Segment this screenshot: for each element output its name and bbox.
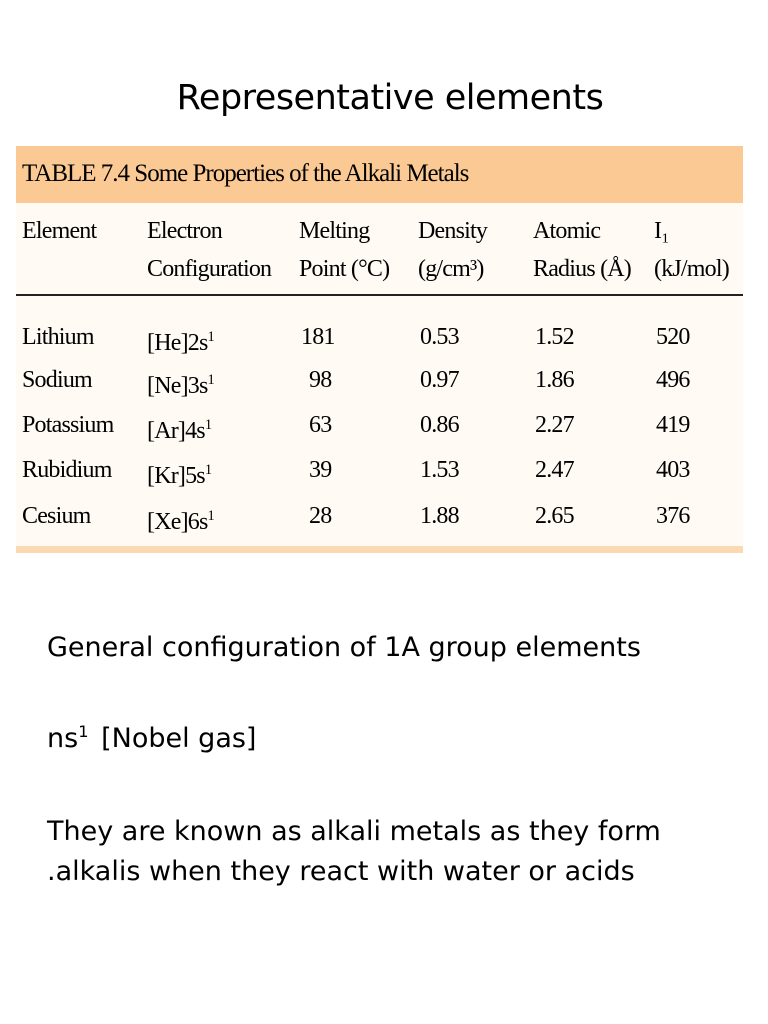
cell-i1: 376 [656,503,690,529]
col-head-radius-line2: Radius (Å) [533,256,631,282]
cell-i1: 419 [656,412,690,438]
col-head-radius-line1: Atomic [533,218,601,244]
properties-table-figure [16,146,743,553]
cell-element: Rubidium [22,457,112,483]
cell-config-text: [He]2s [147,330,208,356]
formula-ns: ns [47,723,79,754]
cell-config-sup: 1 [207,329,214,345]
cell-element: Lithium [22,324,94,350]
col-head-melting [299,212,389,288]
cell-config-text: [Kr]5s [147,463,205,489]
col-head-i1-line2: (kJ/mol) [654,256,729,282]
cell-element: Cesium [22,503,91,529]
table-caption: TABLE 7.4 Some Properties of the Alkali Metals [16,146,743,203]
cell-density: 0.86 [420,412,459,438]
cell-radius: 1.52 [535,324,574,350]
cell-i1: 403 [656,457,690,483]
cell-radius: 2.47 [535,457,574,483]
cell-radius: 2.65 [535,503,574,529]
cell-element: Potassium [22,412,114,438]
cell-radius: 2.27 [535,412,574,438]
col-head-density-line1: Density [418,218,488,244]
col-head-config-line1: Electron [147,218,222,244]
col-head-i1-line1: I₁ [654,218,669,244]
cell-config [147,365,214,401]
col-head-density-line2: (g/cm³) [418,256,484,282]
cell-config [147,501,214,537]
cell-density: 1.53 [420,457,459,483]
cell-melting: 98 [309,367,332,393]
general-formula [47,722,256,754]
col-head-density [418,212,487,288]
alkali-note-line2: .alkalis when they react with water or acids [47,856,635,887]
cell-density: 0.53 [420,324,459,350]
table-bottom-band [16,546,743,553]
cell-element: Sodium [22,367,92,393]
cell-i1: 496 [656,367,690,393]
cell-melting: 28 [309,503,332,529]
col-head-melting-line2: Point (°C) [299,256,390,282]
col-head-i1 [654,212,729,288]
cell-config-sup: 1 [204,462,212,478]
cell-config-sup: 1 [207,372,214,388]
cell-melting: 63 [309,412,332,438]
general-config-heading: General configuration of 1A group elements [47,632,641,663]
cell-i1: 520 [656,324,690,350]
col-head-melting-line1: Melting [299,218,370,244]
col-head-element [22,212,96,250]
cell-radius: 1.86 [535,367,574,393]
formula-noble-gas: [Nobel gas] [101,723,257,754]
col-head-config [147,212,271,288]
cell-config-text: [Xe]6s [147,509,208,535]
cell-melting: 181 [301,324,335,350]
cell-density: 1.88 [420,503,459,529]
cell-config [147,322,214,358]
slide-title: Representative elements [176,78,604,118]
formula-superscript: 1 [78,722,89,741]
cell-config-text: [Ar]4s [147,418,205,444]
header-rule [16,294,743,296]
cell-config [147,455,211,491]
col-head-config-line2: Configuration [147,256,272,282]
cell-config-text: [Ne]3s [147,373,208,399]
cell-config-sup: 1 [204,417,212,433]
cell-config [147,410,211,446]
col-head-element-line2: Element [22,218,97,244]
cell-melting: 39 [309,457,332,483]
cell-config-sup: 1 [207,508,214,524]
cell-density: 0.97 [420,367,459,393]
alkali-note-line1: They are known as alkali metals as they form [47,816,661,847]
col-head-radius [533,212,631,288]
